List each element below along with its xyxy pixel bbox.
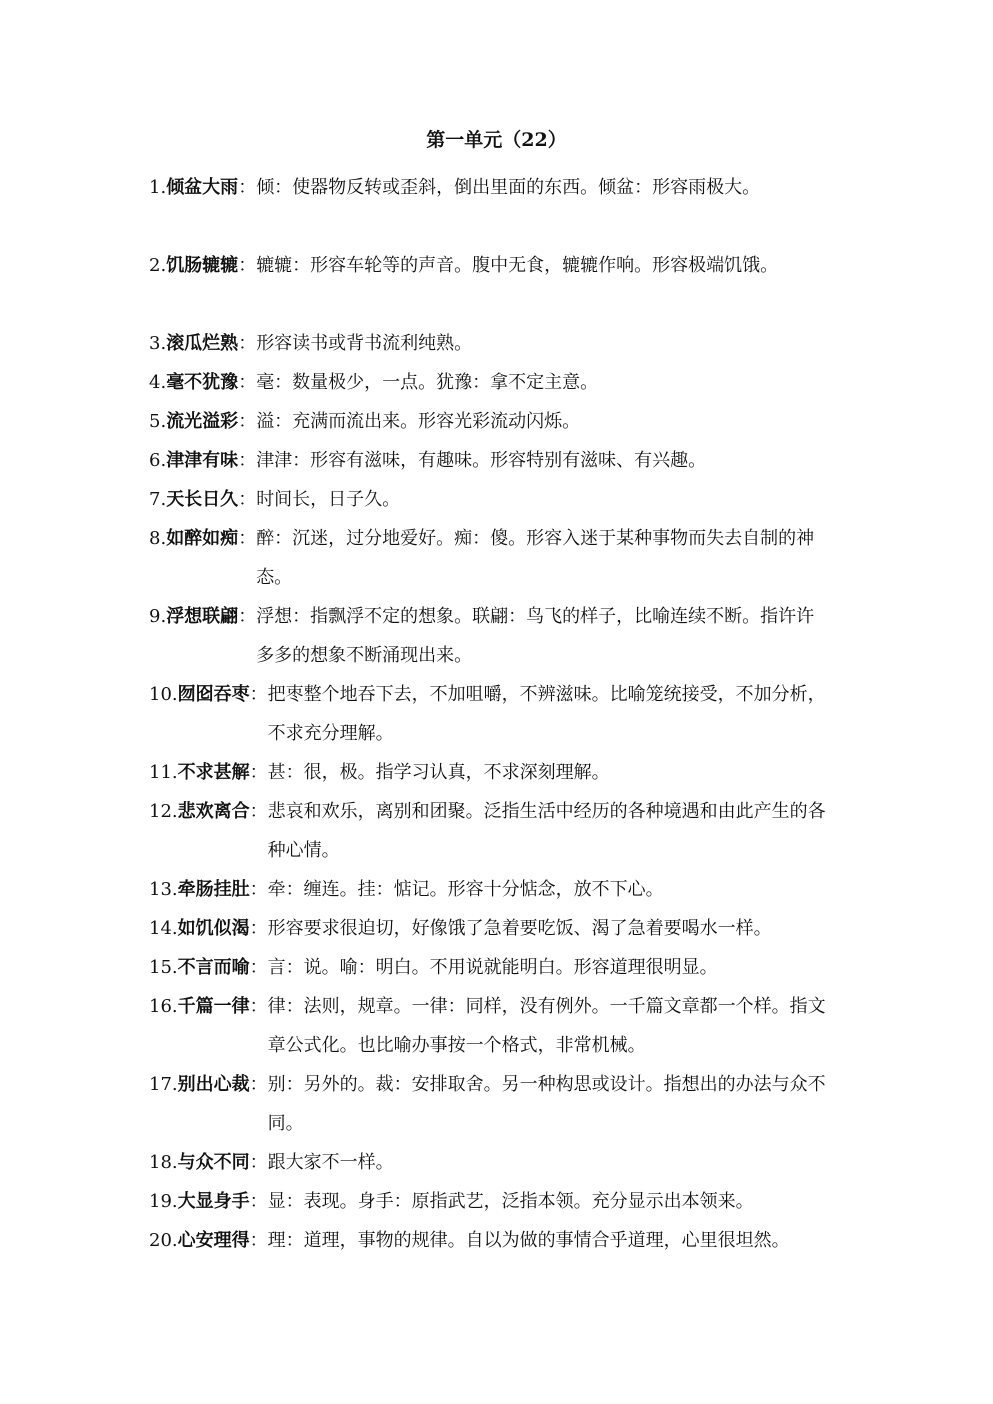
entry-definition: 把枣整个地吞下去，不加咀嚼，不辨滋味。比喻笼统接受，不加分析，不求充分理解。 (267, 684, 826, 744)
list-item: 18. 与众不同 ： 跟大家不一样。 (149, 1143, 879, 1182)
entry-term: 毫不犹豫 (166, 372, 239, 393)
entry-number: 12. (149, 801, 178, 822)
entry-definition: 言：说。喻：明白。不用说就能明白。形容道理很明显。 (267, 957, 718, 978)
entry-number: 11. (149, 762, 178, 783)
list-item: 9. 浮想联翩 ： 浮想：指飘浮不定的想象。联翩：鸟飞的样子，比喻连续不断。指许许多多的想象不断涌现出来。 (149, 597, 879, 675)
list-item: 8. 如醉如痴 ： 醉：沉迷，过分地爱好。痴：傻。形容入迷于某种事物而失去自制的神态。 (149, 519, 879, 597)
list-item: 2. 饥肠辘辘 ： 辘辘：形容车轮等的声音。腹中无食，辘辘作响。形容极端饥饿。 (149, 246, 879, 285)
entry-definition: 溢：充满而流出来。形容光彩流动闪烁。 (256, 411, 581, 432)
entry-term: 津津有味 (166, 450, 239, 471)
list-item: 7. 天长日久 ： 时间长，日子久。 (149, 480, 879, 519)
list-item: 20. 心安理得 ： 理：道理，事物的规律。自以为做的事情合乎道理，心里很坦然。 (149, 1221, 879, 1260)
list-item: 15. 不言而喻 ： 言：说。喻：明白。不用说就能明白。形容道理很明显。 (149, 948, 879, 987)
entry-term: 不言而喻 (177, 957, 250, 978)
entry-definition: 倾：使器物反转或歪斜，倒出里面的东西。倾盆：形容雨极大。 (256, 177, 761, 198)
page-title: 第一单元（22） (426, 129, 567, 151)
list-item: 12. 悲欢离合 ： 悲哀和欢乐，离别和团聚。泛指生活中经历的各种境遇和由此产生的各种心情。 (149, 792, 879, 870)
entry-term: 流光溢彩 (166, 411, 239, 432)
list-item: 3. 滚瓜烂熟 ： 形容读书或背书流利纯熟。 (149, 324, 879, 363)
entry-number: 16. (149, 996, 178, 1017)
entry-definition: 理：道理，事物的规律。自以为做的事情合乎道理，心里很坦然。 (267, 1230, 790, 1251)
entry-definition: 牵：缠连。挂：惦记。形容十分惦念，放不下心。 (267, 879, 664, 900)
entry-definition: 律：法则，规章。一律：同样，没有例外。一千篇文章都一个样。指文章公式化。也比喻办事按一个格式，非常机械。 (267, 996, 826, 1056)
list-item: 11. 不求甚解 ： 甚：很，极。指学习认真，不求深刻理解。 (149, 753, 879, 792)
entry-term: 如饥似渴 (177, 918, 250, 939)
list-item: 6. 津津有味 ： 津津：形容有滋味，有趣味。形容特别有滋味、有兴趣。 (149, 441, 879, 480)
entry-definition: 甚：很，极。指学习认真，不求深刻理解。 (267, 762, 610, 783)
list-item: 1. 倾盆大雨 ： 倾：使器物反转或歪斜，倒出里面的东西。倾盆：形容雨极大。 (149, 168, 879, 207)
entry-definition: 时间长，日子久。 (256, 489, 401, 510)
list-item: 16. 千篇一律 ： 律：法则，规章。一律：同样，没有例外。一千篇文章都一个样。指文章公式化。也比喻办事按一个格式，非常机械。 (149, 987, 879, 1065)
list-item: 14. 如饥似渴 ： 形容要求很迫切，好像饿了急着要吃饭、渴了急着要喝水一样。 (149, 909, 879, 948)
entry-number: 9. (149, 606, 167, 627)
entry-definition: 别：另外的。裁：安排取舍。另一种构思或设计。指想出的办法与众不同。 (267, 1074, 826, 1134)
entry-definition: 跟大家不一样。 (267, 1152, 394, 1173)
entry-term: 饥肠辘辘 (166, 255, 239, 276)
list-item: 5. 流光溢彩 ： 溢：充满而流出来。形容光彩流动闪烁。 (149, 402, 879, 441)
entry-definition: 形容要求很迫切，好像饿了急着要吃饭、渴了急着要喝水一样。 (267, 918, 772, 939)
entry-list (149, 168, 879, 1260)
entry-term: 天长日久 (166, 489, 239, 510)
entry-term: 囫囵吞枣 (177, 684, 250, 705)
entry-number: 8. (149, 528, 167, 549)
entry-definition: 显：表现。身手：原指武艺，泛指本领。充分显示出本领来。 (267, 1191, 754, 1212)
entry-term: 牵肠挂肚 (177, 879, 250, 900)
list-item: 19. 大显身手 ： 显：表现。身手：原指武艺，泛指本领。充分显示出本领来。 (149, 1182, 879, 1221)
entry-number: 14. (149, 918, 178, 939)
entry-term: 如醉如痴 (166, 528, 239, 549)
entry-number: 19. (149, 1191, 178, 1212)
entry-number: 2. (149, 255, 167, 276)
entry-definition: 悲哀和欢乐，离别和团聚。泛指生活中经历的各种境遇和由此产生的各种心情。 (267, 801, 826, 861)
entry-term: 悲欢离合 (177, 801, 250, 822)
entry-term: 浮想联翩 (166, 606, 239, 627)
entry-term: 大显身手 (177, 1191, 250, 1212)
entry-number: 13. (149, 879, 178, 900)
entry-number: 7. (149, 489, 167, 510)
entry-number: 6. (149, 450, 167, 471)
entry-definition: 形容读书或背书流利纯熟。 (256, 333, 473, 354)
list-item: 13. 牵肠挂肚 ： 牵：缠连。挂：惦记。形容十分惦念，放不下心。 (149, 870, 879, 909)
entry-number: 5. (149, 411, 167, 432)
entry-term: 心安理得 (177, 1230, 250, 1251)
entry-number: 1. (149, 177, 167, 198)
entry-number: 3. (149, 333, 167, 354)
entry-number: 20. (149, 1230, 178, 1251)
entry-definition: 毫：数量极少，一点。犹豫：拿不定主意。 (256, 372, 599, 393)
entry-term: 不求甚解 (177, 762, 250, 783)
entry-definition: 浮想：指飘浮不定的想象。联翩：鸟飞的样子，比喻连续不断。指许许多多的想象不断涌现出来。 (256, 606, 815, 666)
entry-number: 15. (149, 957, 178, 978)
entry-number: 18. (149, 1152, 178, 1173)
list-item: 10. 囫囵吞枣 ： 把枣整个地吞下去，不加咀嚼，不辨滋味。比喻笼统接受，不加分析，不求充分理解。 (149, 675, 879, 753)
entry-definition: 醉：沉迷，过分地爱好。痴：傻。形容入迷于某种事物而失去自制的神态。 (256, 528, 815, 588)
list-item: 17. 别出心裁 ： 别：另外的。裁：安排取舍。另一种构思或设计。指想出的办法与众不同。 (149, 1065, 879, 1143)
entry-number: 4. (149, 372, 167, 393)
entry-term: 千篇一律 (177, 996, 250, 1017)
list-item: 4. 毫不犹豫 ： 毫：数量极少，一点。犹豫：拿不定主意。 (149, 363, 879, 402)
entry-term: 倾盆大雨 (166, 177, 239, 198)
entry-definition: 津津：形容有滋味，有趣味。形容特别有滋味、有兴趣。 (256, 450, 707, 471)
entry-term: 滚瓜烂熟 (166, 333, 239, 354)
entry-number: 17. (149, 1074, 178, 1095)
entry-definition: 辘辘：形容车轮等的声音。腹中无食，辘辘作响。形容极端饥饿。 (256, 255, 779, 276)
entry-number: 10. (149, 684, 178, 705)
entry-term: 别出心裁 (177, 1074, 250, 1095)
entry-term: 与众不同 (177, 1152, 250, 1173)
